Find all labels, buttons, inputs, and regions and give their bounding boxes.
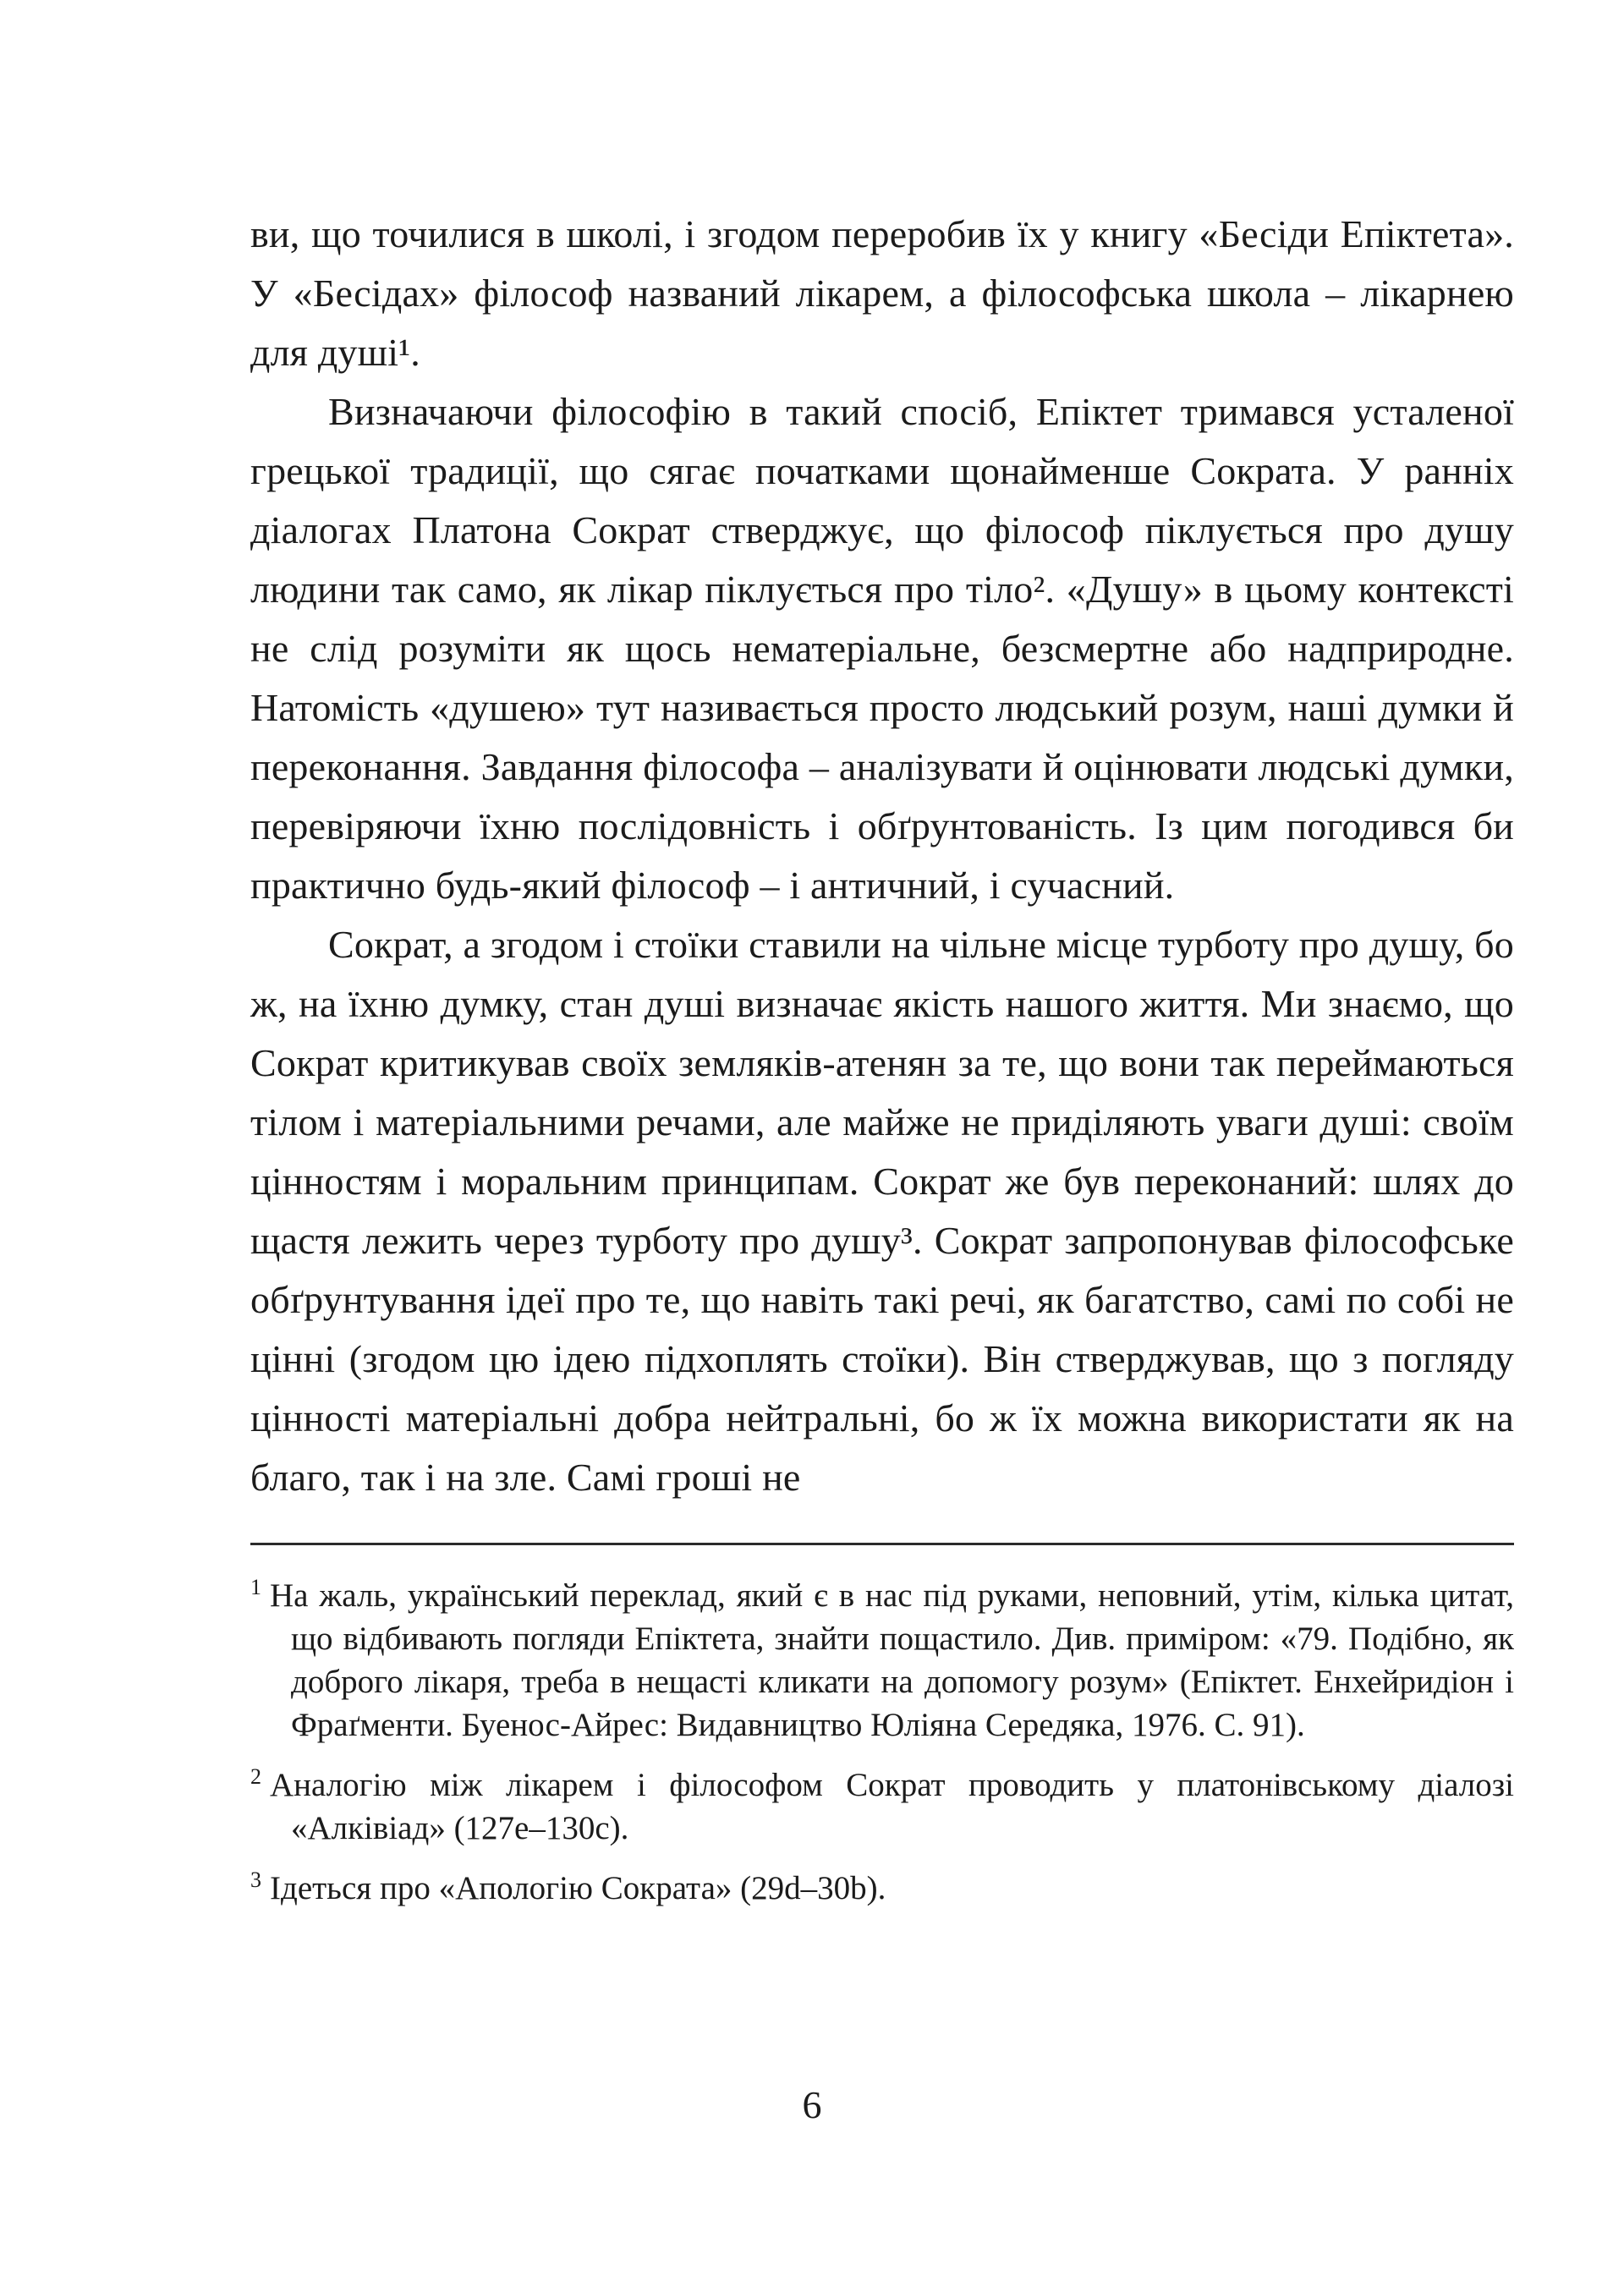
footnote-marker: 2 <box>250 1764 261 1789</box>
footnote-text: Аналогію між лікарем і філософом Сократ проводить у платонівському діалозі «Алківіад» (127e–130c). <box>270 1767 1514 1846</box>
body-text <box>250 205 1514 1507</box>
page-number: 6 <box>802 2083 822 2126</box>
footnote-text: Ідеться про «Апологію Сократа» (29d–30b). <box>270 1870 886 1906</box>
footnote-marker: 3 <box>250 1867 261 1892</box>
text-block <box>250 205 1514 1910</box>
footnote <box>250 1867 1514 1910</box>
footnote-divider <box>250 1543 1514 1545</box>
paragraph: Сократ, а згодом і стоїки ставили на чільне місце турботу про душу, бо ж, на їхню думку, стан душі визначає якість нашого життя. Ми знаємо, що Сократ критикував своїх земляків-атенян за те, що вони так переймаються тілом і матеріальними речами, але майже не приділяють уваги душі: своїм цінностям і моральним принципам. Сократ же був переконаний: шлях до щастя лежить через турботу про душу³. Сократ запропонував філософське обґрунтування ідеї про те, що навіть такі речі, як багатство, самі по собі не цінні (згодом цю ідею підхоплять стоїки). Він стверджував, що з погляду цінності матеріальні добра нейтральні, бо ж їх можна використати як на благо, так і на зле. Самі гроші не <box>250 923 1514 1499</box>
footnote <box>250 1763 1514 1850</box>
paragraph: ви, що точилися в школі, і згодом переробив їх у книгу «Бесіди Епіктета». У «Бесідах» філософ названий лікарем, а філософська школа – лікарнею для душі¹. <box>250 212 1514 374</box>
footnotes <box>250 1574 1514 1910</box>
footnote-marker: 1 <box>250 1575 261 1599</box>
footnote-text: На жаль, український переклад, який є в нас під руками, неповний, утім, кілька цитат, що відбивають погляди Епіктета, знайти пощастило. Див. приміром: «79. Подібно, як доброго лікаря, треба в нещасті кликати на допомогу розум» (Епіктет. Енхейридіон і Фраґменти. Буенос-Айрес: Видавництво Юліяна Середяка, 1976. С. 91). <box>270 1577 1514 1743</box>
footnote <box>250 1574 1514 1747</box>
paragraph: Визначаючи філософію в такий спосіб, Епіктет тримався усталеної грецької традиції, що сягає початками щонайменше Сократа. У ранніх діалогах Платона Сократ стверджує, що філософ піклується про душу людини так само, як лікар піклується про тіло². «Душу» в цьому контексті не слід розуміти як щось нематеріальне, безсмертне або надприродне. Натомість «душею» тут називається просто людський розум, наші думки й переконання. Завдання філософа – аналізувати й оцінювати людські думки, перевіряючи їхню послідовність і обґрунтованість. Із цим погодився би практично будь-який філософ – і античний, і сучасний. <box>250 390 1514 907</box>
